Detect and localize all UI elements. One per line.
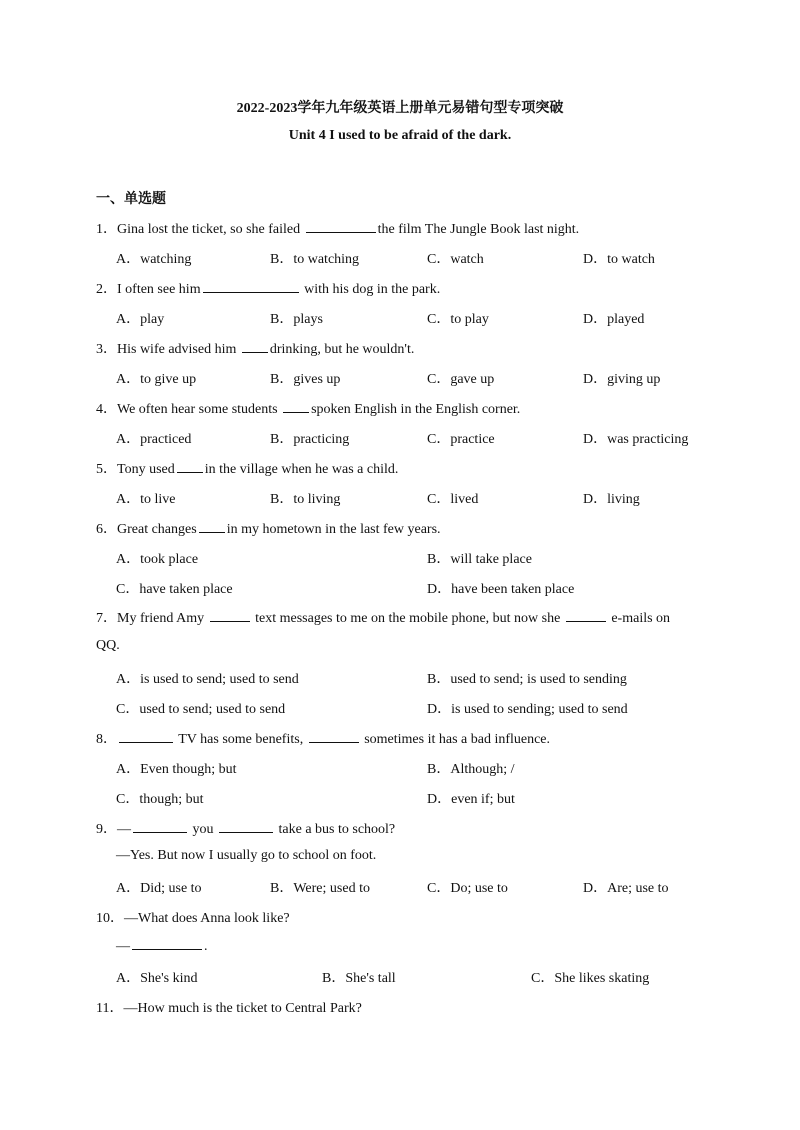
option-c: C．watch — [427, 252, 484, 267]
option-a: A．play — [116, 312, 165, 327]
option-d: D．was practicing — [583, 432, 689, 447]
option-b: B．She's tall — [322, 971, 396, 986]
option-d: D．to watch — [583, 252, 655, 267]
option-c: C．have taken place — [116, 582, 233, 597]
option-a: A．took place — [116, 552, 199, 567]
option-c: C．lived — [427, 492, 479, 507]
option-a: A．Even though; but — [116, 762, 237, 777]
answer-blank — [203, 280, 299, 293]
option-c: C．though; but — [116, 792, 204, 807]
answer-blank — [132, 937, 202, 950]
option-d: D．is used to sending; used to send — [427, 702, 628, 717]
option-a: A．practiced — [116, 432, 192, 447]
option-a: A．She's kind — [116, 971, 198, 986]
question-4: 4．We often hear some students spoken English in the English corner. — [96, 402, 521, 417]
option-d: D．even if; but — [427, 792, 515, 807]
option-c: C．to play — [427, 312, 489, 327]
answer-blank — [199, 520, 225, 533]
question-7: 7．My friend Amy text messages to me on the mobile phone, but now she e-mails on — [96, 611, 671, 626]
option-c: C．practice — [427, 432, 495, 447]
option-b: B．gives up — [270, 372, 341, 387]
answer-blank — [210, 609, 250, 622]
answer-blank — [219, 820, 273, 833]
question-8: 8． TV has some benefits, sometimes it has a bad influence. — [96, 732, 551, 747]
question-6: 6．Great changes in my hometown in the last few years. — [96, 522, 441, 537]
question-10-reply: — . — [116, 939, 208, 954]
section-heading: 一、单选题 — [96, 192, 166, 207]
option-a: A．to live — [116, 492, 176, 507]
question-9: 9．— you take a bus to school? — [96, 822, 396, 837]
answer-blank — [309, 730, 359, 743]
option-b: B．to living — [270, 492, 341, 507]
option-a: A．to give up — [116, 372, 197, 387]
answer-blank — [119, 730, 173, 743]
option-b: B．Although; / — [427, 762, 515, 777]
question-1: 1．Gina lost the ticket, so she failed the film The Jungle Book last night. — [96, 222, 580, 237]
option-b: B．used to send; is used to sending — [427, 672, 627, 687]
answer-blank — [242, 340, 268, 353]
option-c: C．She likes skating — [531, 971, 650, 986]
option-d: D．have been taken place — [427, 582, 575, 597]
option-b: B．will take place — [427, 552, 532, 567]
option-c: C．Do; use to — [427, 881, 508, 896]
answer-blank — [306, 220, 376, 233]
answer-blank — [283, 400, 309, 413]
answer-blank — [177, 460, 203, 473]
page-subtitle: Unit 4 I used to be afraid of the dark. — [288, 128, 512, 143]
option-b: B．plays — [270, 312, 323, 327]
option-c: C．gave up — [427, 372, 495, 387]
option-a: A．is used to send; used to send — [116, 672, 299, 687]
answer-blank — [133, 820, 187, 833]
answer-blank — [566, 609, 606, 622]
question-10: 10．—What does Anna look like? — [96, 911, 290, 926]
question-7-continuation: QQ. — [96, 638, 120, 653]
option-b: B．Were; used to — [270, 881, 370, 896]
question-3: 3．His wife advised him drinking, but he wouldn't. — [96, 342, 415, 357]
option-a: A．watching — [116, 252, 192, 267]
option-b: B．practicing — [270, 432, 350, 447]
option-c: C．used to send; used to send — [116, 702, 286, 717]
option-d: D．Are; use to — [583, 881, 669, 896]
page-title: 2022-2023学年九年级英语上册单元易错句型专项突破 — [236, 101, 564, 116]
option-d: D．played — [583, 312, 645, 327]
option-d: D．giving up — [583, 372, 661, 387]
question-5: 5．Tony used in the village when he was a child. — [96, 462, 399, 477]
question-2: 2．I often see him with his dog in the park. — [96, 282, 441, 297]
question-9-reply: —Yes. But now I usually go to school on foot. — [116, 848, 377, 863]
question-11: 11．—How much is the ticket to Central Park? — [96, 1001, 362, 1016]
option-d: D．living — [583, 492, 640, 507]
option-b: B．to watching — [270, 252, 360, 267]
option-a: A．Did; use to — [116, 881, 202, 896]
